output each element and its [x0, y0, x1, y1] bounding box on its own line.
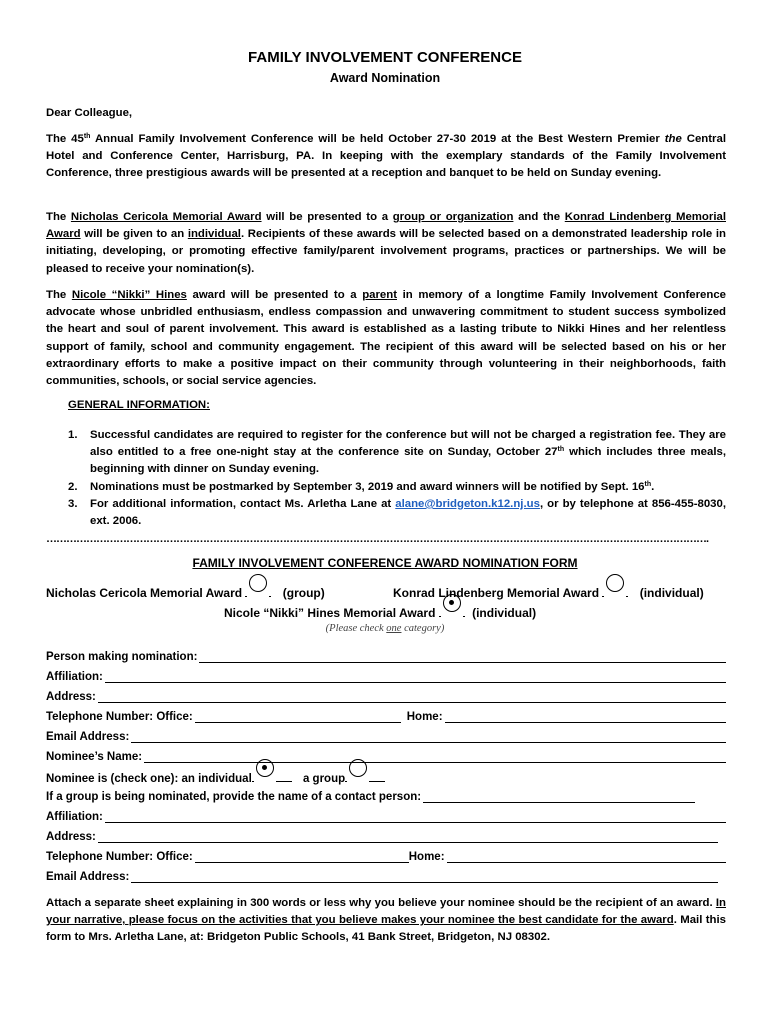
dotted-separator: ………………………………………………………………………………………………………………………………………………………………………………. [46, 533, 709, 545]
nominee-name-field: Nominee’s Name: [46, 747, 726, 763]
affiliation-2-input[interactable] [105, 811, 726, 823]
award-option-nicholas: Nicholas Cericola Memorial Award (group) [46, 582, 325, 600]
award-name-nicholas: Nicholas Cericola Memorial Award [70, 211, 262, 223]
home-phone-input[interactable] [445, 711, 726, 723]
info-item-1: 1. Successful candidates are required to register for the conference but will not be charged a registration fee. They are also entitled to a free one-night stay at the conference site on Sunday, October 27th which includes three meals, beginning with dinner on Sunday evening. [68, 429, 726, 476]
address-2-field: Address: [46, 827, 726, 843]
home-phone-2-input[interactable] [447, 851, 726, 863]
page-subtitle: Award Nomination [329, 71, 441, 85]
person-nominating-field: Person making nomination: [46, 647, 726, 663]
radio-nominee-individual[interactable] [256, 759, 274, 777]
info-item-3: 3. For additional information, contact Ms. Arletha Lane at alane@bridgeton.k12.nj.us, or by telephone at 856-455-8030, ext. 2006. [68, 498, 726, 528]
general-info-heading: GENERAL INFORMATION: [68, 399, 210, 411]
address-field: Address: [46, 687, 726, 703]
email-2-field: Email Address: [46, 867, 726, 883]
email-2-input[interactable] [131, 871, 718, 883]
paragraph-3: The Nicole “Nikki” Hines award will be presented to a parent in memory of a longtime Family Involvement Conference advocate whose unbridled enthusiasm, endless compassion and unwavering commitment to student success symbolized the heart and soul of parent involvement. This award is established as a lasting tribute to Nikki Hines and her relentless support of family, school and community engagement. The recipient of this award will be selected based on his or her extraordinary efforts to make a positive impact on their community through volunteering in their neighborhoods, faith communities, schools, or social service agencies. [46, 289, 726, 388]
info-item-2: 2. Nominations must be postmarked by September 3, 2019 and award winners will be notified by Sept. 16th. [68, 481, 655, 493]
salutation: Dear Colleague, [46, 107, 133, 119]
contact-email-link[interactable]: alane@bridgeton.k12.nj.us [395, 498, 540, 510]
affiliation-field: Affiliation: [46, 667, 726, 683]
award-option-konrad: Konrad Lindenberg Memorial Award (individual) [393, 582, 704, 600]
affiliation-2-field: Affiliation: [46, 807, 726, 823]
radio-nominee-group[interactable] [349, 759, 367, 777]
paragraph-2: The Nicholas Cericola Memorial Award will be presented to a group or organization and the Konrad Lindenberg Memorial Award will be given to an individual. Recipients of these awards will be selected based on a demonstrated leadership role in initiating, developing, or promoting effective family/parent involvement programs, practices or partnerships. We will be pleased to receive your nomination(s). [46, 211, 726, 275]
closing-instructions: Attach a separate sheet explaining in 300 words or less why you believe your nominee should be the recipient of an award. In your narrative, please focus on the activities that you believe makes your nominee the best candidate for the award. Mail this form to Mrs. Arletha Lane, at: Bridgeton Public Schools, 41 Bank Street, Bridgeton, NJ 08302. [46, 897, 726, 944]
award-name-konrad: Konrad Lindenberg Memorial Award [46, 211, 726, 241]
radio-konrad-award[interactable] [606, 574, 624, 592]
contact-person-input[interactable] [423, 791, 695, 803]
affiliation-input[interactable] [105, 671, 726, 683]
office-phone-input[interactable] [195, 711, 401, 723]
person-nominating-input[interactable] [199, 651, 726, 663]
page-title: FAMILY INVOLVEMENT CONFERENCE [248, 49, 522, 66]
address-2-input[interactable] [98, 831, 718, 843]
nominee-name-input[interactable] [144, 751, 726, 763]
radio-nicholas-award[interactable] [249, 574, 267, 592]
telephone-field: Telephone Number: Office: Home: [46, 707, 726, 723]
check-one-note: (Please check one category) [325, 623, 445, 634]
email-field: Email Address: [46, 727, 726, 743]
paragraph-1: The 45th Annual Family Involvement Conference will be held October 27-30 2019 at the Best Western Premier the Central Hotel and Conference Center, Harrisburg, PA. In keeping with the exemplary standards of the Family Involvement Conference, three prestigious awards will be presented at a reception and banquet to be held on Sunday evening. [46, 133, 726, 180]
email-input[interactable] [131, 731, 726, 743]
office-phone-2-input[interactable] [195, 851, 409, 863]
address-input[interactable] [98, 691, 726, 703]
telephone-2-field: Telephone Number: Office: Home: [46, 847, 726, 863]
contact-person-field: If a group is being nominated, provide the name of a contact person: [46, 787, 726, 803]
award-name-nicole: Nicole “Nikki” Hines [71, 289, 187, 301]
radio-nicole-award[interactable] [443, 594, 461, 612]
form-title: FAMILY INVOLVEMENT CONFERENCE AWARD NOMINATION FORM [192, 556, 578, 570]
nominee-type-row: Nominee is (check one): an individual a group [46, 767, 385, 785]
award-option-nicole: Nicole “Nikki” Hines Memorial Award (individual) [224, 602, 536, 620]
